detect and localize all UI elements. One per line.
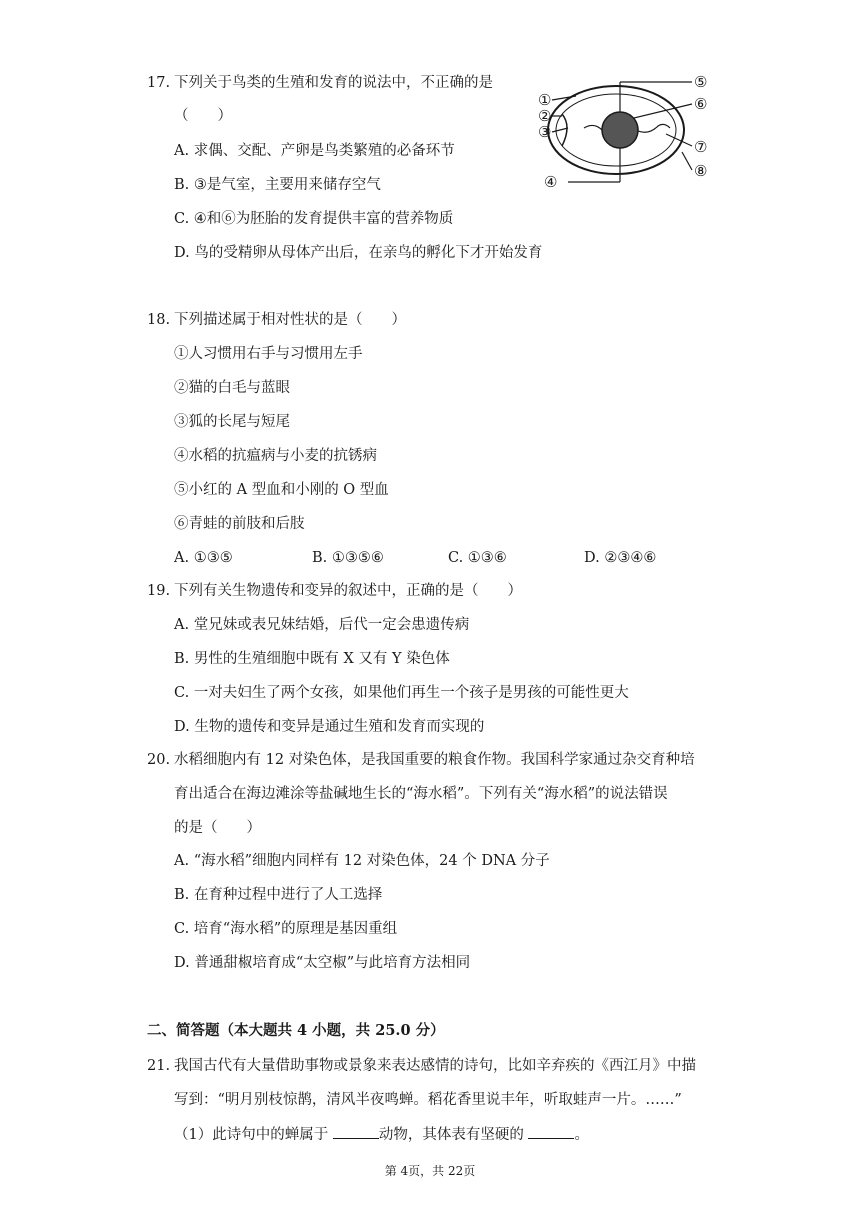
answer-blank-1[interactable] bbox=[333, 1124, 379, 1139]
label-3: ③ bbox=[538, 123, 552, 141]
q20-number: 20. bbox=[147, 752, 171, 768]
section-2-title: 二、简答题（本大题共 4 小题，共 25.0 分） bbox=[147, 1022, 445, 1039]
q20-option-d: D. 普通甜椒培育成“太空椒”与此培育方法相同 bbox=[174, 955, 471, 971]
label-2: ② bbox=[538, 107, 552, 125]
q17-text: 下列关于鸟类的生殖和发育的说法中，不正确的是 bbox=[174, 75, 493, 91]
label-5: ⑤ bbox=[694, 73, 708, 91]
page-footer: 第 4页，共 22页 bbox=[384, 1164, 476, 1178]
q19-option-a: A. 堂兄妹或表兄妹结婚，后代一定会患遗传病 bbox=[174, 617, 470, 633]
q17-option-c: C. ④和⑥为胚胎的发育提供丰富的营养物质 bbox=[174, 211, 454, 227]
bird-egg-diagram bbox=[532, 66, 722, 194]
label-8: ⑧ bbox=[694, 162, 708, 180]
q17-paren: （ ） bbox=[174, 108, 232, 124]
q18-option-b: B. ①③⑤⑥ bbox=[312, 550, 384, 566]
q19-text: 下列有关生物遗传和变异的叙述中，正确的是（ ） bbox=[174, 583, 522, 599]
q20-option-a: A. “海水稻”细胞内同样有 12 对染色体，24 个 DNA 分子 bbox=[174, 853, 550, 869]
q21-line-1: 我国古代有大量借助事物或景象来表达感情的诗句，比如辛弃疾的《西江月》中描 bbox=[174, 1058, 696, 1074]
q20-line-2: 育出适合在海边滩涂等盐碱地生长的“海水稻”。下列有关“海水稻”的说法错误 bbox=[174, 786, 668, 802]
label-7: ⑦ bbox=[694, 138, 708, 156]
q18-text: 下列描述属于相对性状的是（ ） bbox=[174, 312, 406, 328]
q17-option-a: A. 求偶、交配、产卵是鸟类繁殖的必备环节 bbox=[174, 143, 455, 159]
label-6: ⑥ bbox=[694, 95, 708, 113]
yolk bbox=[602, 112, 638, 148]
q17-option-d: D. 鸟的受精卵从母体产出后，在亲鸟的孵化下才开始发育 bbox=[174, 245, 543, 261]
q19-number: 19. bbox=[147, 583, 171, 599]
q20-option-b: B. 在育种过程中进行了人工选择 bbox=[174, 887, 383, 903]
label-1: ① bbox=[538, 91, 552, 109]
q19-option-b: B. 男性的生殖细胞中既有 X 又有 Y 染色体 bbox=[174, 651, 450, 667]
q17-number: 17. bbox=[147, 75, 171, 91]
q18-item-5: ⑤小红的 A 型血和小刚的 O 型血 bbox=[174, 482, 389, 498]
q18-item-3: ③狐的长尾与短尾 bbox=[174, 414, 290, 430]
q19-option-d: D. 生物的遗传和变异是通过生殖和发育而实现的 bbox=[174, 719, 485, 735]
q18-option-a: A. ①③⑤ bbox=[174, 550, 233, 566]
q21-sub-1-part-a: （1）此诗句中的蝉属于 bbox=[174, 1127, 333, 1143]
answer-blank-2[interactable] bbox=[528, 1124, 574, 1139]
q21-sub-1-part-c: 。 bbox=[574, 1127, 589, 1143]
q21-sub-1-part-b: 动物，其体表有坚硬的 bbox=[378, 1127, 529, 1143]
q17-option-b: B. ③是气室，主要用来储存空气 bbox=[174, 177, 381, 193]
q20-option-c: C. 培育“海水稻”的原理是基因重组 bbox=[174, 921, 398, 937]
q18-item-1: ①人习惯用右手与习惯用左手 bbox=[174, 346, 363, 362]
q18-item-4: ④水稻的抗瘟病与小麦的抗锈病 bbox=[174, 448, 377, 464]
q18-item-6: ⑥青蛙的前肢和后肢 bbox=[174, 516, 305, 532]
q18-option-c: C. ①③⑥ bbox=[448, 550, 507, 566]
q21-sub-1 bbox=[174, 1124, 589, 1145]
q18-item-2: ②猫的白毛与蓝眼 bbox=[174, 380, 290, 396]
label-4: ④ bbox=[544, 173, 558, 191]
q19-option-c: C. 一对夫妇生了两个女孩，如果他们再生一个孩子是男孩的可能性更大 bbox=[174, 685, 629, 701]
q20-line-1: 水稻细胞内有 12 对染色体，是我国重要的粮食作物。我国科学家通过杂交育种培 bbox=[174, 752, 695, 768]
q21-line-2: 写到：“明月别枝惊鹊，清风半夜鸣蝉。稻花香里说丰年，听取蛙声一片。……” bbox=[174, 1092, 682, 1108]
q18-option-d: D. ②③④⑥ bbox=[584, 550, 657, 566]
q21-number: 21. bbox=[147, 1058, 171, 1074]
q18-number: 18. bbox=[147, 312, 171, 328]
q20-line-3: 的是（ ） bbox=[174, 820, 261, 836]
